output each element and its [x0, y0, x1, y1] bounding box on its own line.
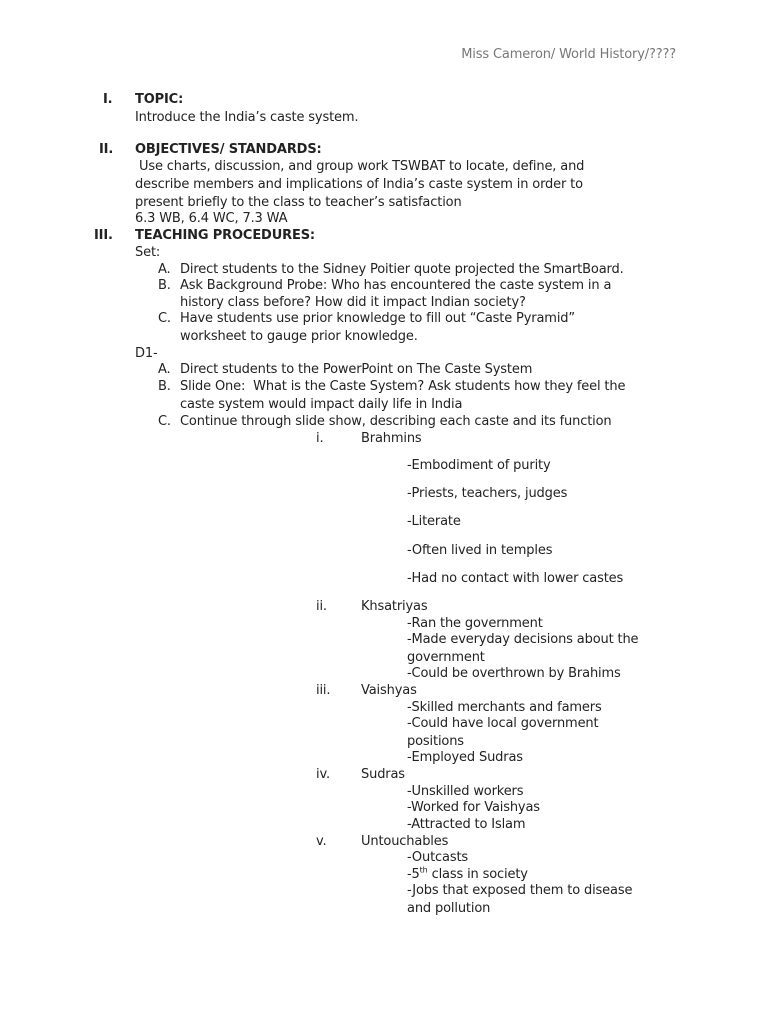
- section-number: II.: [99, 142, 114, 157]
- ordinal-suffix: th: [419, 865, 428, 875]
- d1-label: D1-: [135, 346, 158, 361]
- section-number: III.: [94, 228, 113, 243]
- item-text: Have students use prior knowledge to fill out “Caste Pyramid”: [180, 311, 575, 326]
- caste-detail: -Skilled merchants and famers: [407, 700, 602, 715]
- item-text: worksheet to gauge prior knowledge.: [180, 329, 418, 344]
- caste-detail: -Could have local government: [407, 716, 599, 731]
- caste-detail: -Employed Sudras: [407, 750, 523, 765]
- item-letter: B.: [158, 278, 171, 293]
- objective-line: Use charts, discussion, and group work TSWBAT to locate, define, and: [135, 159, 585, 174]
- caste-name: Vaishyas: [361, 683, 417, 698]
- caste-number: i.: [316, 431, 324, 446]
- objective-line: describe members and implications of India’s caste system in order to: [135, 177, 583, 192]
- caste-detail: -Worked for Vaishyas: [407, 800, 540, 815]
- topic-text: Introduce the India’s caste system.: [135, 110, 359, 125]
- set-label: Set:: [135, 245, 161, 260]
- caste-detail: -Literate: [407, 514, 461, 529]
- caste-detail: -Made everyday decisions about the: [407, 632, 639, 647]
- item-text: caste system would impact daily life in India: [180, 397, 463, 412]
- item-text: Direct students to the Sidney Poitier quote projected the SmartBoard.: [180, 262, 624, 277]
- caste-number: iii.: [316, 683, 331, 698]
- item-text: Slide One: What is the Caste System? Ask students how they feel the: [180, 379, 626, 394]
- page-header: Miss Cameron/ World History/????: [461, 47, 676, 62]
- caste-name: Untouchables: [361, 834, 449, 849]
- item-letter: B.: [158, 379, 171, 394]
- caste-detail: -Attracted to Islam: [407, 817, 526, 832]
- caste-detail: -Jobs that exposed them to disease: [407, 883, 633, 898]
- caste-detail: -Outcasts: [407, 850, 469, 865]
- caste-detail: -Priests, teachers, judges: [407, 486, 568, 501]
- caste-detail: -Embodiment of purity: [407, 458, 551, 473]
- section-number: I.: [103, 92, 113, 107]
- item-text: Continue through slide show, describing each caste and its function: [180, 414, 612, 429]
- item-letter: C.: [158, 311, 171, 326]
- item-text: Direct students to the PowerPoint on The Caste System: [180, 362, 533, 377]
- item-letter: A.: [158, 362, 171, 377]
- caste-detail: -Often lived in temples: [407, 543, 553, 558]
- caste-name: Khsatriyas: [361, 599, 428, 614]
- item-letter: C.: [158, 414, 171, 429]
- caste-name: Brahmins: [361, 431, 422, 446]
- caste-detail: -Ran the government: [407, 616, 543, 631]
- caste-name: Sudras: [361, 767, 405, 782]
- caste-number: v.: [316, 834, 327, 849]
- objective-line: present briefly to the class to teacher’s satisfaction: [135, 195, 462, 210]
- caste-detail: -Could be overthrown by Brahims: [407, 666, 621, 681]
- item-text: Ask Background Probe: Who has encountered the caste system in a: [180, 278, 612, 293]
- caste-detail: positions: [407, 734, 464, 749]
- caste-number: iv.: [316, 767, 330, 782]
- caste-detail: -Unskilled workers: [407, 784, 524, 799]
- section-heading: TEACHING PROCEDURES:: [135, 228, 315, 243]
- detail-rest: class in society: [427, 867, 528, 882]
- caste-detail: -Had no contact with lower castes: [407, 571, 624, 586]
- section-heading: TOPIC:: [135, 92, 184, 107]
- section-heading: OBJECTIVES/ STANDARDS:: [135, 142, 322, 157]
- item-text: history class before? How did it impact Indian society?: [180, 295, 526, 310]
- item-letter: A.: [158, 262, 171, 277]
- caste-number: ii.: [316, 599, 327, 614]
- caste-detail: government: [407, 650, 485, 665]
- caste-detail: and pollution: [407, 901, 491, 916]
- detail-prefix: -5: [407, 867, 420, 882]
- standards-line: 6.3 WB, 6.4 WC, 7.3 WA: [135, 211, 288, 226]
